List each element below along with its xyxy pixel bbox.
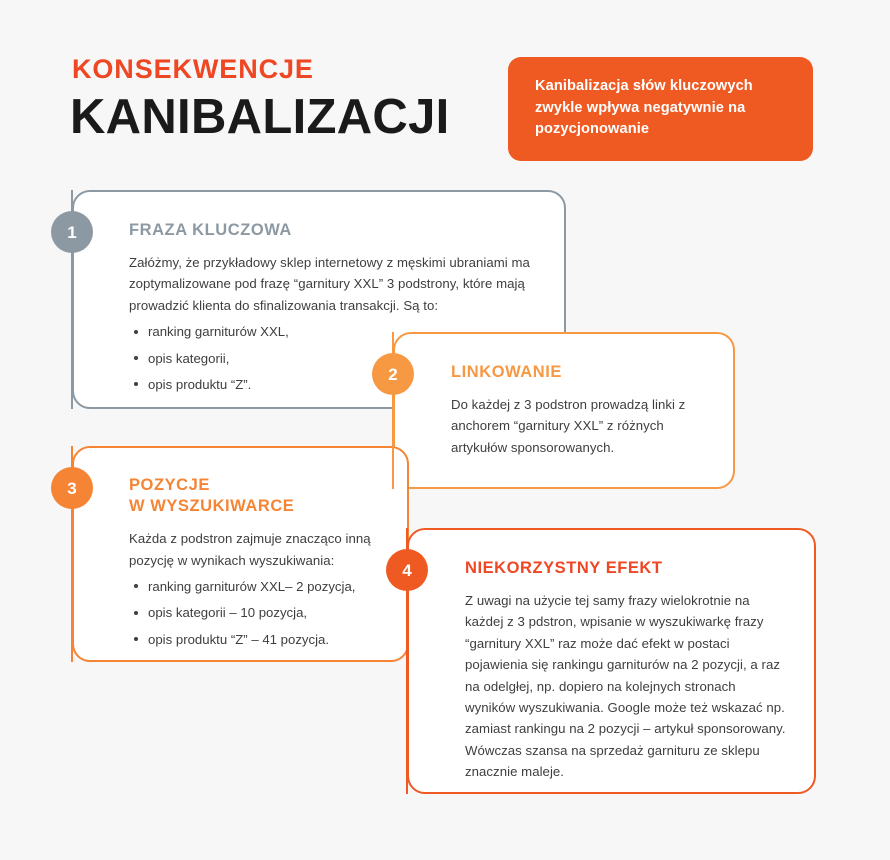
step-card-3-list bbox=[129, 576, 387, 650]
list-item: ranking garniturów XXL, bbox=[129, 321, 538, 342]
step-card-4 bbox=[407, 528, 816, 794]
header-kicker: KONSEKWENCJE bbox=[72, 54, 314, 84]
callout-text: Kanibalizacja słów kluczowych zwykle wpływa negatywnie na pozycjonowanie bbox=[535, 78, 753, 138]
callout-box bbox=[508, 57, 813, 161]
step-badge-3: 3 bbox=[51, 467, 93, 509]
step-card-4-title: NIEKORZYSTNY EFEKT bbox=[465, 559, 663, 577]
step-badge-2: 2 bbox=[372, 353, 414, 395]
list-item: opis kategorii, bbox=[129, 348, 538, 369]
step-card-1-text: Załóżmy, że przykładowy sklep internetowy z męskimi ubraniami ma zoptymalizowane pod frazę “garnitury XXL” 3 podstrony, które mają prowadzić klienta do sfinalizowania transakcji. Są to: bbox=[129, 255, 530, 313]
step-card-4-text: Z uwagi na użycie tej samy frazy wielokrotnie na każdej z 3 pdstron, wpisanie w wyszukiwarkę frazy “garnitury XXL” raz może dać efekt w postaci pojawienia się rankingu garniturów na 2 pozycji, a raz na odelgłej, np. dopiero na kolejnych stronach wyników wyszukiwania. Google może też wskazać np. zamiast rankingu na 2 pozycji – artykuł sponsorowany. Wówczas szansa na sprzedaż garnituru ze sklepu znacznie maleje. bbox=[465, 593, 786, 780]
list-item: opis produktu “Z”. bbox=[129, 374, 538, 395]
list-item: opis kategorii – 10 pozycja, bbox=[129, 602, 387, 623]
step-card-1-title: FRAZA KLUCZOWA bbox=[129, 221, 292, 239]
step-card-2-text: Do każdej z 3 podstron prowadzą linki z anchorem “garnitury XXL” z różnych artykułów sponsorowanych. bbox=[451, 397, 686, 455]
list-item: ranking garniturów XXL– 2 pozycja, bbox=[129, 576, 387, 597]
step-card-3 bbox=[72, 446, 409, 662]
step-card-2-title: LINKOWANIE bbox=[451, 363, 562, 381]
step-badge-4: 4 bbox=[386, 549, 428, 591]
page-title: KANIBALIZACJI bbox=[70, 90, 450, 144]
step-badge-1: 1 bbox=[51, 211, 93, 253]
step-card-3-text: Każda z podstron zajmuje znacząco inną pozycję w wynikach wyszukiwania: bbox=[129, 531, 371, 568]
step-card-2 bbox=[393, 332, 735, 489]
list-item: opis produktu “Z” – 41 pozycja. bbox=[129, 629, 387, 650]
step-card-3-title: POZYCJE W WYSZUKIWARCE bbox=[129, 476, 295, 516]
